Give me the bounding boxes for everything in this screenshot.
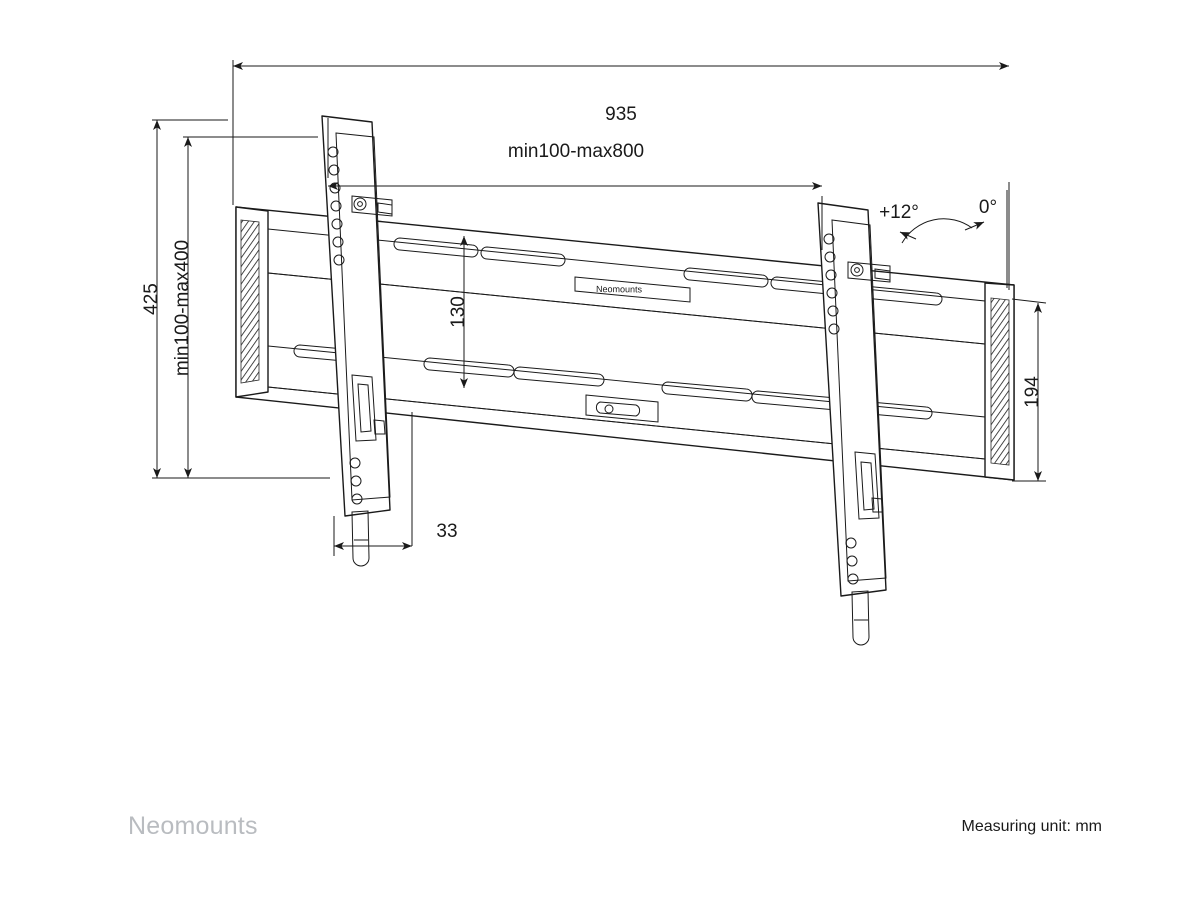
tilt-zero-label: 0° bbox=[978, 197, 998, 218]
dimension-value-130: 130 bbox=[448, 296, 469, 328]
dimension-value-935: 935 bbox=[605, 104, 637, 125]
footer-brand-logo: Neomounts bbox=[128, 812, 258, 840]
dimension-value-vesa-vertical: min100-max400 bbox=[172, 239, 193, 377]
product-brand-marking: Neomounts bbox=[595, 284, 643, 295]
dimension-bracket-height bbox=[1012, 299, 1046, 481]
dimension-value-425: 425 bbox=[141, 283, 162, 315]
measuring-unit-note: Measuring unit: mm bbox=[961, 818, 1102, 835]
tilt-max-label: +12° bbox=[879, 202, 919, 223]
dimension-value-33: 33 bbox=[436, 521, 458, 542]
dimension-value-194: 194 bbox=[1022, 376, 1043, 408]
dimension-value-vesa-horizontal: min100-max800 bbox=[507, 141, 645, 162]
